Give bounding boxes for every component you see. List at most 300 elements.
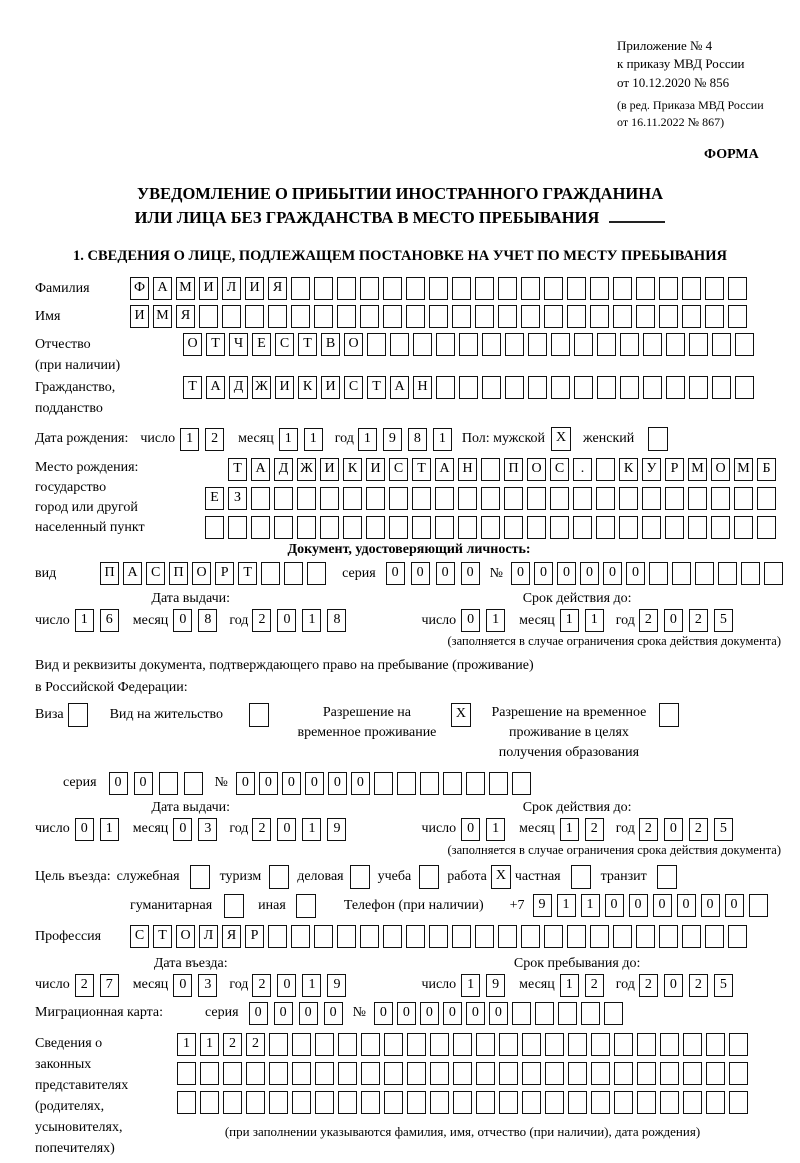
sex-male-checkbox[interactable]: X bbox=[551, 427, 571, 451]
char-box[interactable] bbox=[590, 925, 609, 948]
char-box[interactable] bbox=[729, 1062, 748, 1085]
residence-permit-checkbox[interactable] bbox=[249, 703, 269, 727]
char-box[interactable] bbox=[361, 1062, 380, 1085]
char-box[interactable]: Л bbox=[222, 277, 241, 300]
char-box[interactable]: 0 bbox=[725, 894, 744, 917]
char-box[interactable] bbox=[383, 305, 402, 328]
char-box[interactable]: Р bbox=[245, 925, 264, 948]
char-box[interactable] bbox=[430, 1091, 449, 1114]
char-box[interactable]: 2 bbox=[205, 428, 224, 451]
char-box[interactable]: 0 bbox=[249, 1002, 268, 1025]
char-box[interactable] bbox=[551, 333, 570, 356]
char-box[interactable]: А bbox=[206, 376, 225, 399]
char-box[interactable] bbox=[384, 1033, 403, 1056]
char-box[interactable] bbox=[475, 305, 494, 328]
char-box[interactable]: 0 bbox=[466, 1002, 485, 1025]
char-box[interactable]: 0 bbox=[629, 894, 648, 917]
char-box[interactable] bbox=[268, 305, 287, 328]
char-box[interactable] bbox=[512, 1002, 531, 1025]
char-box[interactable]: А bbox=[435, 458, 454, 481]
char-box[interactable]: 1 bbox=[304, 428, 323, 451]
char-box[interactable]: К bbox=[298, 376, 317, 399]
char-box[interactable]: 2 bbox=[246, 1033, 265, 1056]
char-box[interactable]: 0 bbox=[626, 562, 645, 585]
char-box[interactable] bbox=[596, 487, 615, 510]
char-box[interactable] bbox=[505, 333, 524, 356]
char-box[interactable] bbox=[466, 772, 485, 795]
char-box[interactable]: 0 bbox=[351, 772, 370, 795]
temp-residence-checkbox[interactable]: X bbox=[451, 703, 471, 727]
char-box[interactable] bbox=[430, 1062, 449, 1085]
char-box[interactable] bbox=[435, 516, 454, 539]
char-box[interactable] bbox=[545, 1033, 564, 1056]
char-box[interactable]: И bbox=[130, 305, 149, 328]
char-box[interactable]: 9 bbox=[383, 428, 402, 451]
char-box[interactable]: И bbox=[275, 376, 294, 399]
char-box[interactable]: Т bbox=[367, 376, 386, 399]
char-box[interactable] bbox=[453, 1091, 472, 1114]
char-box[interactable] bbox=[366, 516, 385, 539]
char-box[interactable] bbox=[683, 1062, 702, 1085]
char-box[interactable]: 0 bbox=[236, 772, 255, 795]
char-box[interactable]: 1 bbox=[279, 428, 298, 451]
char-box[interactable] bbox=[728, 305, 747, 328]
char-box[interactable] bbox=[573, 487, 592, 510]
char-box[interactable] bbox=[200, 1062, 219, 1085]
char-box[interactable] bbox=[429, 305, 448, 328]
char-box[interactable] bbox=[712, 376, 731, 399]
char-box[interactable] bbox=[481, 487, 500, 510]
char-box[interactable]: 0 bbox=[511, 562, 530, 585]
char-box[interactable]: 2 bbox=[689, 818, 708, 841]
char-box[interactable] bbox=[682, 925, 701, 948]
char-box[interactable]: 1 bbox=[302, 974, 321, 997]
char-box[interactable]: 2 bbox=[689, 609, 708, 632]
char-box[interactable] bbox=[705, 305, 724, 328]
char-box[interactable] bbox=[320, 516, 339, 539]
char-box[interactable] bbox=[251, 487, 270, 510]
char-box[interactable]: Я bbox=[176, 305, 195, 328]
char-box[interactable]: 1 bbox=[100, 818, 119, 841]
char-box[interactable] bbox=[568, 1091, 587, 1114]
char-box[interactable]: 1 bbox=[585, 609, 604, 632]
char-box[interactable]: 2 bbox=[689, 974, 708, 997]
char-box[interactable]: 1 bbox=[486, 818, 505, 841]
char-box[interactable]: 0 bbox=[603, 562, 622, 585]
char-box[interactable] bbox=[315, 1062, 334, 1085]
char-box[interactable] bbox=[660, 1062, 679, 1085]
char-box[interactable] bbox=[695, 562, 714, 585]
char-box[interactable]: С bbox=[344, 376, 363, 399]
char-box[interactable] bbox=[291, 277, 310, 300]
char-box[interactable] bbox=[682, 277, 701, 300]
char-box[interactable] bbox=[614, 1033, 633, 1056]
char-box[interactable] bbox=[642, 487, 661, 510]
char-box[interactable]: 0 bbox=[461, 818, 480, 841]
char-box[interactable] bbox=[544, 277, 563, 300]
char-box[interactable] bbox=[728, 925, 747, 948]
char-box[interactable] bbox=[749, 894, 768, 917]
char-box[interactable] bbox=[458, 516, 477, 539]
char-box[interactable] bbox=[596, 458, 615, 481]
char-box[interactable]: 2 bbox=[252, 609, 271, 632]
char-box[interactable]: 2 bbox=[585, 818, 604, 841]
purpose-private-checkbox[interactable] bbox=[571, 865, 591, 889]
char-box[interactable] bbox=[251, 516, 270, 539]
char-box[interactable] bbox=[436, 376, 455, 399]
char-box[interactable]: 0 bbox=[397, 1002, 416, 1025]
char-box[interactable] bbox=[649, 562, 668, 585]
char-box[interactable]: 0 bbox=[386, 562, 405, 585]
char-box[interactable] bbox=[597, 333, 616, 356]
char-box[interactable]: 0 bbox=[109, 772, 128, 795]
char-box[interactable] bbox=[620, 376, 639, 399]
char-box[interactable] bbox=[430, 1033, 449, 1056]
char-box[interactable]: 8 bbox=[327, 609, 346, 632]
char-box[interactable] bbox=[636, 925, 655, 948]
char-box[interactable]: О bbox=[183, 333, 202, 356]
char-box[interactable] bbox=[705, 277, 724, 300]
char-box[interactable] bbox=[550, 487, 569, 510]
char-box[interactable] bbox=[705, 925, 724, 948]
char-box[interactable] bbox=[412, 516, 431, 539]
char-box[interactable] bbox=[643, 376, 662, 399]
char-box[interactable] bbox=[482, 333, 501, 356]
char-box[interactable]: 1 bbox=[433, 428, 452, 451]
char-box[interactable] bbox=[245, 305, 264, 328]
char-box[interactable] bbox=[711, 487, 730, 510]
char-box[interactable] bbox=[689, 376, 708, 399]
char-box[interactable]: 0 bbox=[282, 772, 301, 795]
char-box[interactable]: П bbox=[169, 562, 188, 585]
char-box[interactable]: И bbox=[321, 376, 340, 399]
char-box[interactable] bbox=[613, 277, 632, 300]
char-box[interactable] bbox=[420, 772, 439, 795]
char-box[interactable] bbox=[407, 1033, 426, 1056]
char-box[interactable] bbox=[613, 925, 632, 948]
char-box[interactable]: Д bbox=[274, 458, 293, 481]
char-box[interactable] bbox=[367, 333, 386, 356]
char-box[interactable] bbox=[284, 562, 303, 585]
char-box[interactable] bbox=[406, 277, 425, 300]
char-box[interactable] bbox=[314, 277, 333, 300]
char-box[interactable]: 0 bbox=[374, 1002, 393, 1025]
char-box[interactable]: 1 bbox=[180, 428, 199, 451]
char-box[interactable]: 2 bbox=[75, 974, 94, 997]
char-box[interactable] bbox=[413, 333, 432, 356]
char-box[interactable] bbox=[682, 305, 701, 328]
char-box[interactable] bbox=[619, 487, 638, 510]
char-box[interactable]: А bbox=[251, 458, 270, 481]
char-box[interactable]: 2 bbox=[252, 974, 271, 997]
purpose-humanitarian-checkbox[interactable] bbox=[224, 894, 244, 918]
temp-residence-edu-checkbox[interactable] bbox=[659, 703, 679, 727]
char-box[interactable]: Т bbox=[153, 925, 172, 948]
char-box[interactable] bbox=[591, 1091, 610, 1114]
char-box[interactable]: 5 bbox=[714, 609, 733, 632]
char-box[interactable] bbox=[458, 487, 477, 510]
char-box[interactable]: А bbox=[153, 277, 172, 300]
purpose-business-checkbox[interactable] bbox=[350, 865, 370, 889]
char-box[interactable]: 0 bbox=[274, 1002, 293, 1025]
char-box[interactable]: 0 bbox=[580, 562, 599, 585]
char-box[interactable] bbox=[544, 925, 563, 948]
char-box[interactable]: Ж bbox=[297, 458, 316, 481]
char-box[interactable]: О bbox=[711, 458, 730, 481]
char-box[interactable] bbox=[527, 516, 546, 539]
char-box[interactable]: Н bbox=[413, 376, 432, 399]
char-box[interactable] bbox=[315, 1091, 334, 1114]
char-box[interactable]: У bbox=[642, 458, 661, 481]
char-box[interactable] bbox=[222, 305, 241, 328]
char-box[interactable]: М bbox=[688, 458, 707, 481]
char-box[interactable] bbox=[734, 516, 753, 539]
char-box[interactable] bbox=[604, 1002, 623, 1025]
char-box[interactable]: 6 bbox=[100, 609, 119, 632]
char-box[interactable] bbox=[429, 277, 448, 300]
char-box[interactable] bbox=[545, 1062, 564, 1085]
purpose-official-checkbox[interactable] bbox=[190, 865, 210, 889]
char-box[interactable]: 0 bbox=[461, 562, 480, 585]
char-box[interactable]: 0 bbox=[173, 609, 192, 632]
char-box[interactable]: Ф bbox=[130, 277, 149, 300]
char-box[interactable]: 2 bbox=[639, 609, 658, 632]
char-box[interactable]: 0 bbox=[605, 894, 624, 917]
char-box[interactable] bbox=[735, 376, 754, 399]
char-box[interactable] bbox=[384, 1091, 403, 1114]
char-box[interactable] bbox=[551, 376, 570, 399]
char-box[interactable]: Т bbox=[238, 562, 257, 585]
char-box[interactable] bbox=[573, 516, 592, 539]
char-box[interactable]: 1 bbox=[200, 1033, 219, 1056]
char-box[interactable]: 8 bbox=[198, 609, 217, 632]
char-box[interactable] bbox=[407, 1091, 426, 1114]
char-box[interactable]: А bbox=[390, 376, 409, 399]
char-box[interactable] bbox=[619, 516, 638, 539]
char-box[interactable]: О bbox=[192, 562, 211, 585]
char-box[interactable] bbox=[666, 333, 685, 356]
char-box[interactable] bbox=[406, 925, 425, 948]
char-box[interactable] bbox=[683, 1033, 702, 1056]
char-box[interactable]: В bbox=[321, 333, 340, 356]
char-box[interactable]: П bbox=[504, 458, 523, 481]
char-box[interactable] bbox=[475, 277, 494, 300]
char-box[interactable]: 0 bbox=[461, 609, 480, 632]
char-box[interactable] bbox=[688, 516, 707, 539]
char-box[interactable] bbox=[476, 1091, 495, 1114]
char-box[interactable] bbox=[184, 772, 203, 795]
char-box[interactable] bbox=[591, 1062, 610, 1085]
char-box[interactable] bbox=[337, 277, 356, 300]
char-box[interactable] bbox=[292, 1033, 311, 1056]
char-box[interactable] bbox=[343, 487, 362, 510]
char-box[interactable] bbox=[643, 333, 662, 356]
char-box[interactable] bbox=[757, 487, 776, 510]
char-box[interactable] bbox=[482, 376, 501, 399]
char-box[interactable] bbox=[177, 1091, 196, 1114]
char-box[interactable] bbox=[637, 1091, 656, 1114]
char-box[interactable]: 0 bbox=[173, 974, 192, 997]
char-box[interactable]: О bbox=[176, 925, 195, 948]
char-box[interactable]: И bbox=[245, 277, 264, 300]
char-box[interactable] bbox=[706, 1091, 725, 1114]
char-box[interactable] bbox=[718, 562, 737, 585]
char-box[interactable]: П bbox=[100, 562, 119, 585]
char-box[interactable] bbox=[659, 925, 678, 948]
char-box[interactable]: 9 bbox=[533, 894, 552, 917]
char-box[interactable] bbox=[429, 925, 448, 948]
char-box[interactable] bbox=[383, 925, 402, 948]
char-box[interactable] bbox=[757, 516, 776, 539]
purpose-study-checkbox[interactable] bbox=[419, 865, 439, 889]
char-box[interactable] bbox=[383, 277, 402, 300]
char-box[interactable]: 0 bbox=[420, 1002, 439, 1025]
char-box[interactable] bbox=[292, 1062, 311, 1085]
char-box[interactable]: Д bbox=[229, 376, 248, 399]
char-box[interactable]: Т bbox=[298, 333, 317, 356]
visa-checkbox[interactable] bbox=[68, 703, 88, 727]
char-box[interactable]: С bbox=[275, 333, 294, 356]
char-box[interactable] bbox=[228, 516, 247, 539]
char-box[interactable]: 0 bbox=[677, 894, 696, 917]
char-box[interactable] bbox=[660, 1091, 679, 1114]
char-box[interactable]: М bbox=[153, 305, 172, 328]
char-box[interactable]: 0 bbox=[277, 609, 296, 632]
char-box[interactable] bbox=[476, 1062, 495, 1085]
char-box[interactable] bbox=[666, 376, 685, 399]
char-box[interactable]: С bbox=[389, 458, 408, 481]
char-box[interactable] bbox=[453, 1062, 472, 1085]
purpose-other-checkbox[interactable] bbox=[296, 894, 316, 918]
char-box[interactable]: 0 bbox=[557, 562, 576, 585]
char-box[interactable] bbox=[665, 516, 684, 539]
char-box[interactable]: И bbox=[199, 277, 218, 300]
char-box[interactable] bbox=[452, 305, 471, 328]
char-box[interactable] bbox=[297, 516, 316, 539]
char-box[interactable]: 0 bbox=[134, 772, 153, 795]
char-box[interactable]: 0 bbox=[443, 1002, 462, 1025]
char-box[interactable]: Т bbox=[228, 458, 247, 481]
char-box[interactable]: . bbox=[573, 458, 592, 481]
purpose-transit-checkbox[interactable] bbox=[657, 865, 677, 889]
char-box[interactable] bbox=[475, 925, 494, 948]
char-box[interactable]: И bbox=[320, 458, 339, 481]
char-box[interactable]: 0 bbox=[277, 818, 296, 841]
char-box[interactable] bbox=[498, 277, 517, 300]
char-box[interactable]: М bbox=[176, 277, 195, 300]
char-box[interactable]: Б bbox=[757, 458, 776, 481]
char-box[interactable] bbox=[567, 925, 586, 948]
char-box[interactable]: Т bbox=[412, 458, 431, 481]
char-box[interactable] bbox=[499, 1062, 518, 1085]
char-box[interactable] bbox=[337, 305, 356, 328]
char-box[interactable]: 0 bbox=[653, 894, 672, 917]
char-box[interactable]: 1 bbox=[560, 609, 579, 632]
char-box[interactable]: 1 bbox=[557, 894, 576, 917]
char-box[interactable] bbox=[734, 487, 753, 510]
char-box[interactable]: 5 bbox=[714, 974, 733, 997]
char-box[interactable]: 0 bbox=[664, 974, 683, 997]
char-box[interactable] bbox=[499, 1033, 518, 1056]
char-box[interactable] bbox=[343, 516, 362, 539]
char-box[interactable]: 0 bbox=[701, 894, 720, 917]
char-box[interactable] bbox=[361, 1033, 380, 1056]
char-box[interactable] bbox=[659, 305, 678, 328]
char-box[interactable] bbox=[711, 516, 730, 539]
char-box[interactable]: 0 bbox=[324, 1002, 343, 1025]
char-box[interactable]: 5 bbox=[714, 818, 733, 841]
char-box[interactable]: С bbox=[130, 925, 149, 948]
char-box[interactable] bbox=[568, 1033, 587, 1056]
char-box[interactable] bbox=[636, 277, 655, 300]
char-box[interactable]: 0 bbox=[259, 772, 278, 795]
char-box[interactable]: 2 bbox=[223, 1033, 242, 1056]
char-box[interactable]: 0 bbox=[173, 818, 192, 841]
char-box[interactable] bbox=[672, 562, 691, 585]
char-box[interactable]: 9 bbox=[327, 974, 346, 997]
char-box[interactable] bbox=[320, 487, 339, 510]
char-box[interactable]: 1 bbox=[486, 609, 505, 632]
char-box[interactable]: С bbox=[146, 562, 165, 585]
char-box[interactable] bbox=[291, 305, 310, 328]
char-box[interactable]: Ж bbox=[252, 376, 271, 399]
char-box[interactable]: 3 bbox=[198, 818, 217, 841]
char-box[interactable]: К bbox=[343, 458, 362, 481]
char-box[interactable]: 2 bbox=[639, 974, 658, 997]
char-box[interactable] bbox=[620, 333, 639, 356]
char-box[interactable]: 3 bbox=[198, 974, 217, 997]
char-box[interactable] bbox=[596, 516, 615, 539]
char-box[interactable] bbox=[574, 333, 593, 356]
char-box[interactable] bbox=[269, 1062, 288, 1085]
char-box[interactable] bbox=[597, 376, 616, 399]
char-box[interactable] bbox=[453, 1033, 472, 1056]
purpose-tourism-checkbox[interactable] bbox=[269, 865, 289, 889]
char-box[interactable]: О bbox=[527, 458, 546, 481]
char-box[interactable] bbox=[261, 562, 280, 585]
char-box[interactable]: Р bbox=[215, 562, 234, 585]
char-box[interactable]: 7 bbox=[100, 974, 119, 997]
char-box[interactable] bbox=[505, 376, 524, 399]
char-box[interactable] bbox=[522, 1033, 541, 1056]
char-box[interactable] bbox=[397, 772, 416, 795]
char-box[interactable] bbox=[481, 516, 500, 539]
char-box[interactable] bbox=[665, 487, 684, 510]
char-box[interactable] bbox=[205, 516, 224, 539]
char-box[interactable] bbox=[177, 1062, 196, 1085]
char-box[interactable] bbox=[223, 1091, 242, 1114]
char-box[interactable] bbox=[292, 1091, 311, 1114]
char-box[interactable] bbox=[688, 487, 707, 510]
char-box[interactable] bbox=[498, 305, 517, 328]
char-box[interactable] bbox=[683, 1091, 702, 1114]
char-box[interactable] bbox=[459, 376, 478, 399]
char-box[interactable] bbox=[361, 1091, 380, 1114]
char-box[interactable] bbox=[314, 925, 333, 948]
char-box[interactable] bbox=[499, 1091, 518, 1114]
char-box[interactable]: 0 bbox=[489, 1002, 508, 1025]
char-box[interactable] bbox=[660, 1033, 679, 1056]
char-box[interactable] bbox=[581, 1002, 600, 1025]
char-box[interactable] bbox=[338, 1033, 357, 1056]
char-box[interactable]: 0 bbox=[277, 974, 296, 997]
char-box[interactable] bbox=[435, 487, 454, 510]
char-box[interactable] bbox=[498, 925, 517, 948]
char-box[interactable]: 2 bbox=[252, 818, 271, 841]
char-box[interactable] bbox=[613, 305, 632, 328]
char-box[interactable]: А bbox=[123, 562, 142, 585]
char-box[interactable] bbox=[735, 333, 754, 356]
